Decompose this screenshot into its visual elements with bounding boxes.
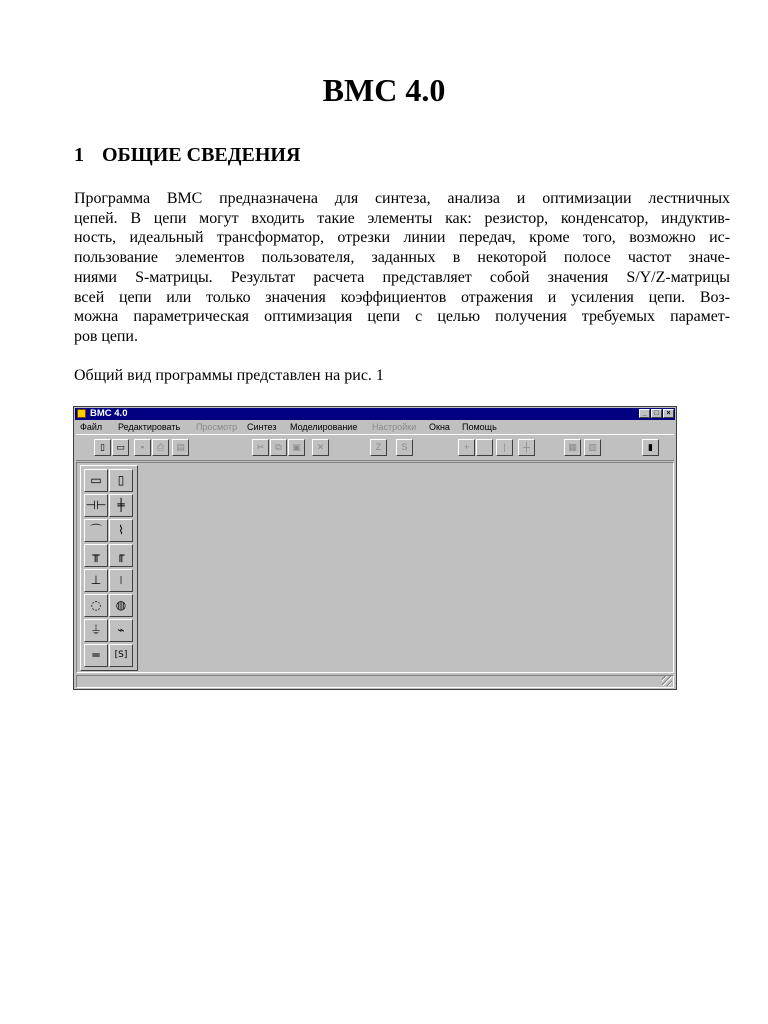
copy-icon[interactable]: ⧉ bbox=[270, 439, 287, 456]
window-titlebar[interactable] bbox=[75, 408, 675, 420]
cut-icon[interactable]: ✂ bbox=[252, 439, 269, 456]
s-matrix-icon[interactable]: S bbox=[396, 439, 413, 456]
section-title: ОБЩИЕ СВЕДЕНИЯ bbox=[102, 144, 301, 166]
divider-icon[interactable]: | bbox=[496, 439, 513, 456]
blank-icon[interactable] bbox=[476, 439, 493, 456]
series-resistor-icon[interactable]: ▭ bbox=[84, 469, 108, 492]
element-palette bbox=[80, 465, 138, 671]
menu-item[interactable]: Редактировать bbox=[118, 422, 181, 432]
maximize-icon[interactable]: □ bbox=[651, 409, 662, 418]
intro-paragraph bbox=[74, 189, 730, 347]
series-capacitor-icon[interactable]: ⊣⊢ bbox=[84, 494, 108, 517]
stub-icon[interactable]: ⊥ bbox=[84, 569, 108, 592]
graph-icon[interactable]: ▦ bbox=[564, 439, 581, 456]
window-title: BMC 4.0 bbox=[90, 408, 128, 419]
menu-item[interactable]: Окна bbox=[429, 422, 450, 432]
paragraph-line: ниями S-матрицы. Результат расчета представляет собой значения S/Y/Z-матрицы bbox=[74, 268, 730, 286]
z-matrix-icon[interactable]: Z bbox=[370, 439, 387, 456]
status-bar bbox=[76, 675, 674, 688]
section-number: 1 bbox=[74, 144, 84, 166]
open-stub-icon[interactable]: ◌ bbox=[84, 594, 108, 617]
save-icon[interactable]: ▪ bbox=[134, 439, 151, 456]
menu-item[interactable]: Файл bbox=[80, 422, 103, 432]
page-title: BMC 4.0 bbox=[322, 72, 446, 108]
minimize-icon[interactable]: _ bbox=[639, 409, 650, 418]
series-line-icon[interactable]: ╥ bbox=[84, 544, 108, 567]
shunt-line-icon[interactable]: ╓ bbox=[109, 544, 133, 567]
print-preview-icon[interactable]: ▤ bbox=[172, 439, 189, 456]
menu-item[interactable]: Моделирование bbox=[290, 422, 358, 432]
menu-item[interactable]: Синтез bbox=[247, 422, 277, 432]
delete-icon[interactable]: ✕ bbox=[312, 439, 329, 456]
shunt-capacitor-icon[interactable]: ╪ bbox=[109, 494, 133, 517]
paragraph-line: всей цепи или только значения коэффициентов отражения и усиления цепи. Воз- bbox=[74, 288, 730, 306]
paragraph-line: ров цепи. bbox=[74, 327, 138, 345]
menu-item[interactable]: Настройки bbox=[372, 422, 417, 432]
app-window-screenshot bbox=[73, 406, 677, 690]
shunt-resistor-icon[interactable]: ▯ bbox=[109, 469, 133, 492]
open-folder-icon[interactable]: ▭ bbox=[112, 439, 129, 456]
transformer-icon[interactable]: ⧘ bbox=[109, 569, 133, 592]
short-stub-icon[interactable]: ◍ bbox=[109, 594, 133, 617]
s-block-icon[interactable]: [S] bbox=[109, 644, 133, 667]
menu-bar bbox=[76, 421, 674, 433]
paragraph-line: можна параметрическая оптимизация цепи с целью получения требуемых парамет- bbox=[74, 308, 730, 326]
exit-door-icon[interactable]: ▮ bbox=[642, 439, 659, 456]
series-inductor-icon[interactable]: ⌒ bbox=[84, 519, 108, 542]
new-document-icon[interactable]: ▯ bbox=[94, 439, 111, 456]
close-icon[interactable]: × bbox=[663, 409, 674, 418]
paragraph-line: пользование элементов пользователя, заданных в некоторой полосе частот значе- bbox=[74, 249, 730, 267]
print-icon[interactable]: ⎙ bbox=[152, 439, 169, 456]
paragraph-line: ность, идеальный трансформатор, отрезки линии передач, кроме того, возможно ис- bbox=[74, 229, 730, 247]
section-heading bbox=[74, 142, 300, 168]
menu-item[interactable]: Помощь bbox=[462, 422, 497, 432]
toolbar bbox=[76, 434, 674, 461]
menu-item[interactable]: Просмотр bbox=[196, 422, 238, 432]
resize-grip-icon[interactable] bbox=[662, 676, 672, 686]
table-icon[interactable]: ▥ bbox=[584, 439, 601, 456]
wire-icon[interactable]: ═ bbox=[84, 644, 108, 667]
app-icon[interactable] bbox=[77, 409, 86, 418]
add-element-icon[interactable]: + bbox=[458, 439, 475, 456]
ground-icon[interactable]: ⏚ bbox=[84, 619, 108, 642]
mdi-workspace[interactable] bbox=[76, 462, 674, 673]
paste-icon[interactable]: ▣ bbox=[288, 439, 305, 456]
lc-element-icon[interactable]: ⌁ bbox=[109, 619, 133, 642]
paragraph-line: Программа BMC предназначена для синтеза, анализа и оптимизации лестничных bbox=[74, 190, 730, 207]
paragraph-line: цепей. В цепи могут входить такие элементы как: резистор, конденсатор, индуктив- bbox=[74, 209, 730, 227]
figure-caption: Общий вид программы представлен на рис. 1 bbox=[74, 367, 384, 384]
shunt-inductor-icon[interactable]: ⌇ bbox=[109, 519, 133, 542]
tune-icon[interactable]: ┼ bbox=[518, 439, 535, 456]
